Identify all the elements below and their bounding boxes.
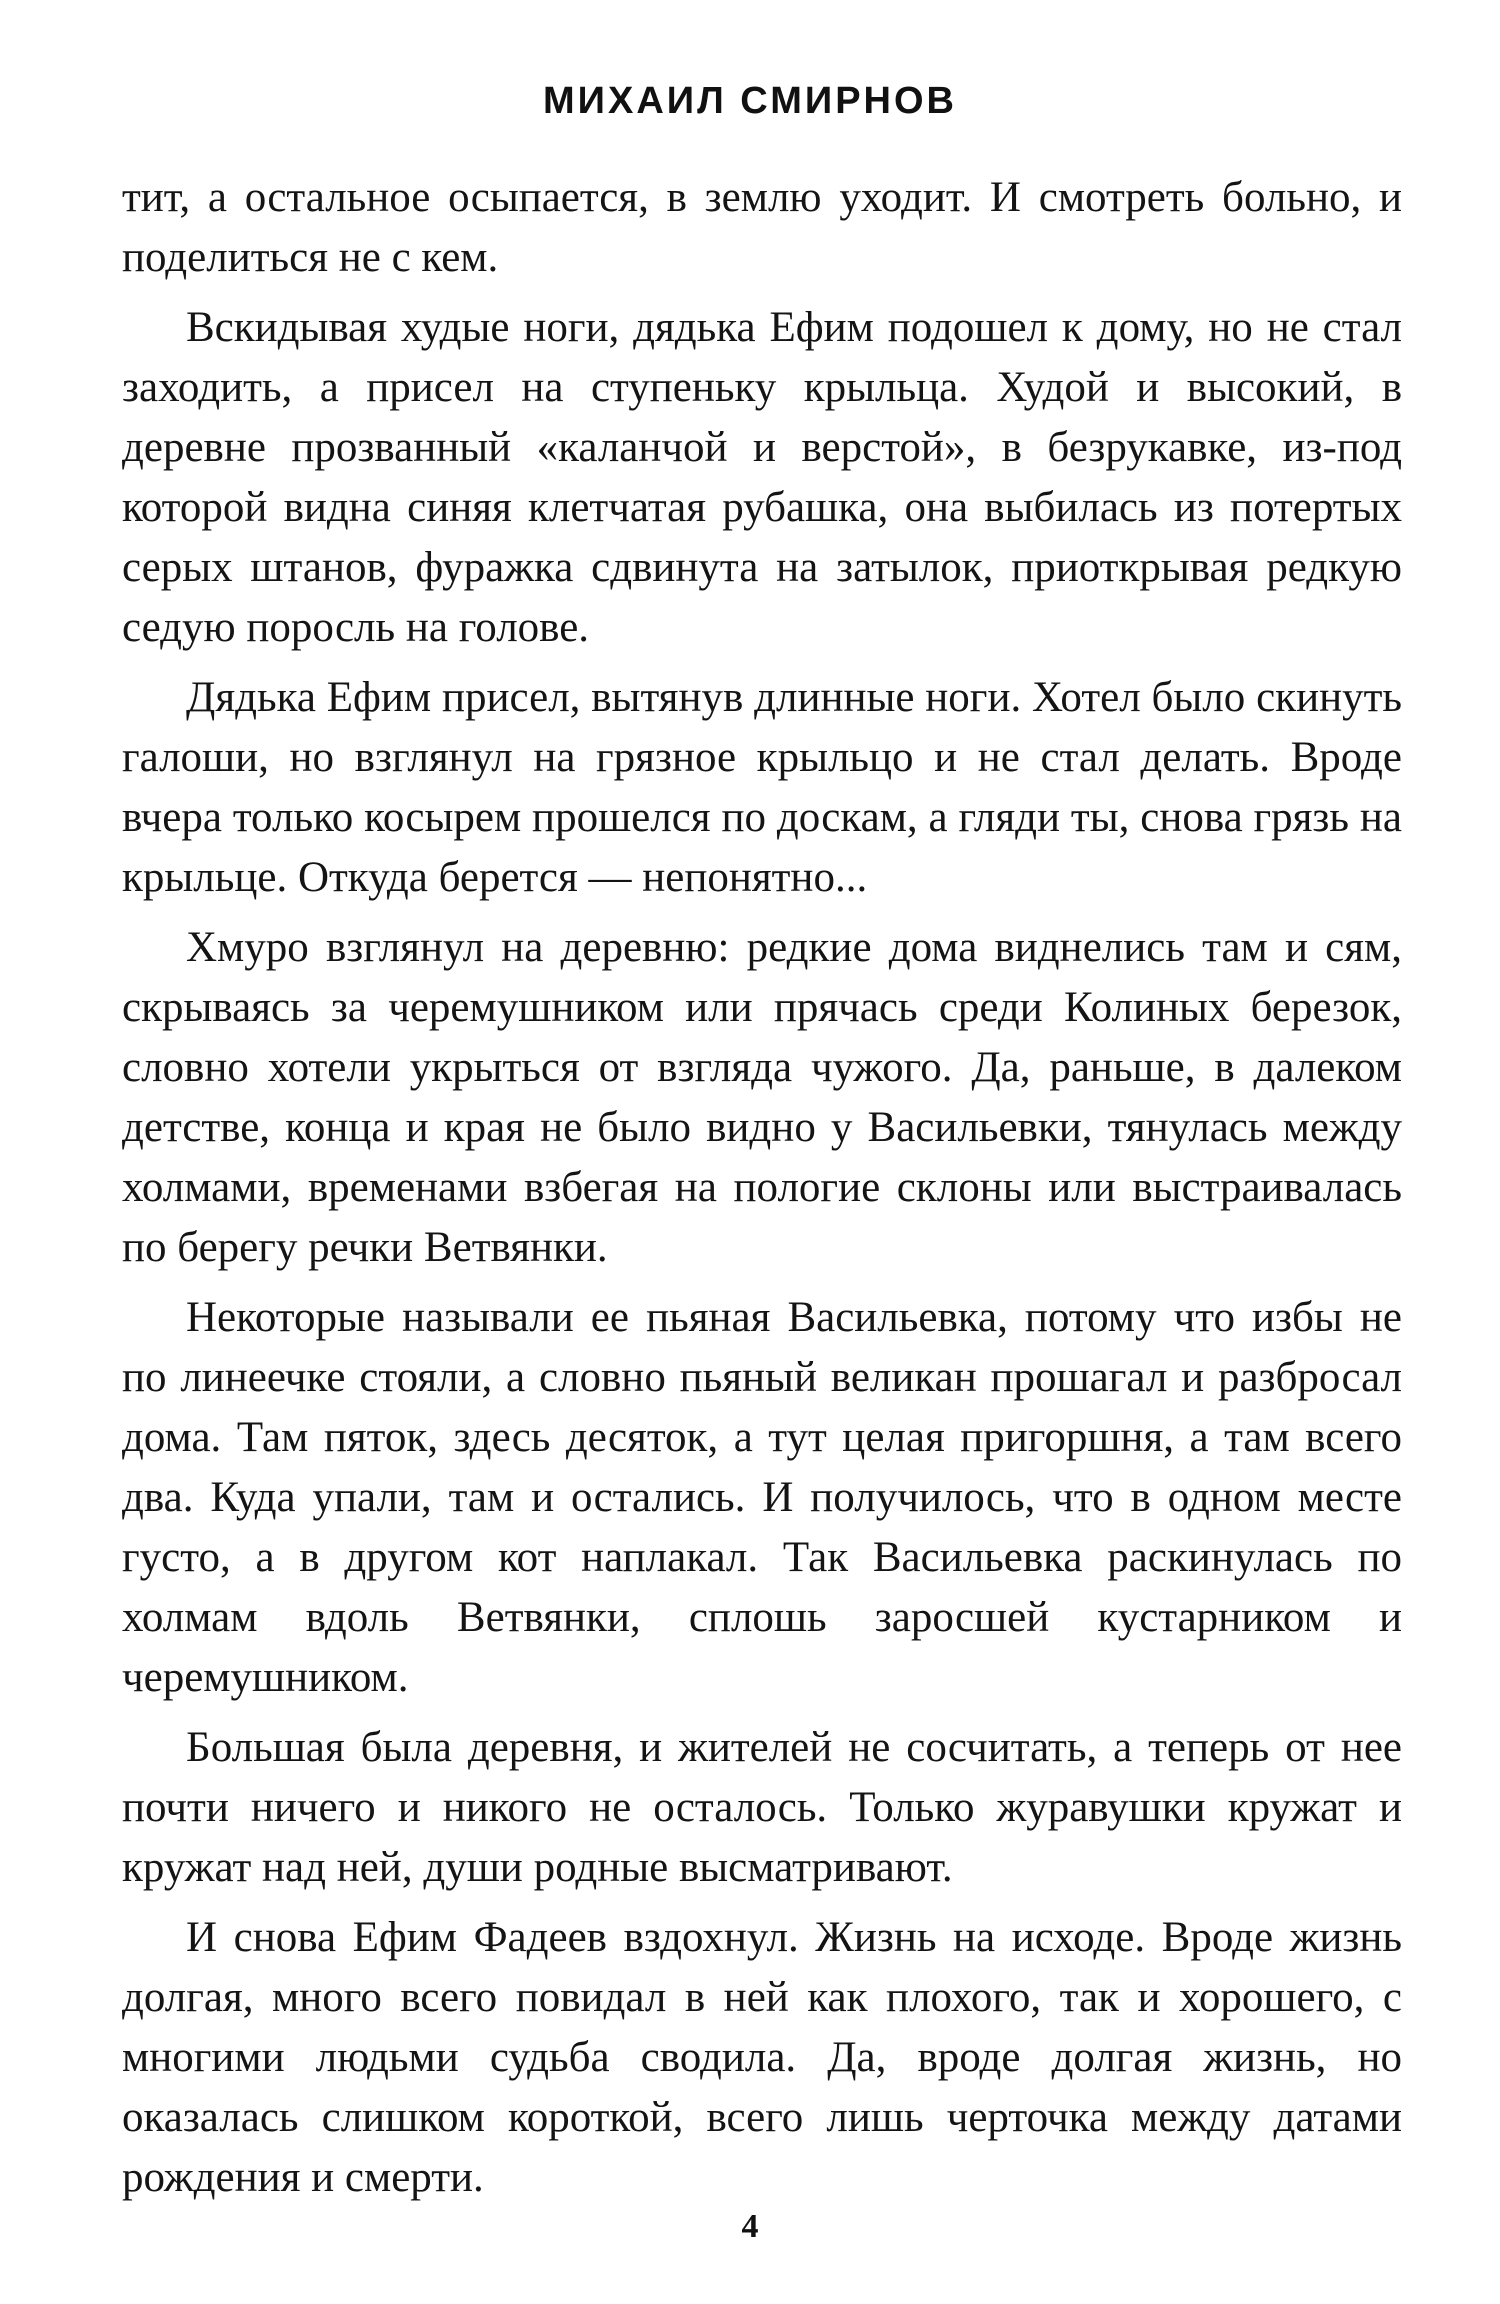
paragraph: Большая была деревня, и жителей не сосчитать, а теперь от нее почти ничего и никого не осталось. Только журавушки кружат и кружат над ней, души родные высматривают. — [122, 1724, 1402, 1891]
page-number: 4 — [741, 2208, 759, 2245]
paragraph: Вскидывая худые ноги, дядька Ефим подошел к дому, но не стал заходить, а присел на ступеньку крыльца. Худой и высокий, в деревне прозванный «каланчой и верстой», в безрукавке, из-под которой видна синяя клетчатая рубашка, она выбилась из потертых серых штанов, фуражка сдвинута на затылок, приоткрывая редкую седую поросль на голове. — [122, 304, 1402, 651]
paragraph: Некоторые называли ее пьяная Васильевка, потому что избы не по линеечке стояли, а словно пьяный великан прошагал и разбросал дома. Там пяток, здесь десяток, а тут целая пригоршня, а там всего два. Куда упали, там и остались. И получилось, что в одном месте густо, а в другом кот наплакал. Так Васильевка раскинулась по холмам вдоль Ветвянки, сплошь заросшей кустарником и черемушником. — [122, 1294, 1402, 1701]
body-text — [122, 168, 1402, 2218]
paragraph: И снова Ефим Фадеев вздохнул. Жизнь на исходе. Вроде жизнь долгая, много всего повидал в ней как плохого, так и хорошего, с многими людьми судьба сводила. Да, вроде долгая жизнь, но оказалась слишком короткой, всего лишь черточка между датами рождения и смерти. — [122, 1914, 1402, 2201]
paragraph: Дядька Ефим присел, вытянув длинные ноги. Хотел было скинуть галоши, но взглянул на грязное крыльцо и не стал делать. Вроде вчера только косырем прошелся по доскам, а гляди ты, снова грязь на крыльце. Откуда берется — непонятно... — [122, 674, 1402, 901]
paragraph: Хмуро взглянул на деревню: редкие дома виднелись там и сям, скрываясь за черемушником или прячась среди Колиных березок, словно хотели укрыться от взгляда чужого. Да, раньше, в далеком детстве, конца и края не было видно у Васильевки, тянулась между холмами, временами взбегая на пологие склоны или выстраивалась по берегу речки Ветвянки. — [122, 924, 1402, 1271]
paragraph-continued: тит, а остальное осыпается, в землю уходит. И смотреть больно, и поделиться не с кем. — [122, 174, 1402, 281]
running-header-author: МИХАИЛ СМИРНОВ — [543, 80, 957, 122]
